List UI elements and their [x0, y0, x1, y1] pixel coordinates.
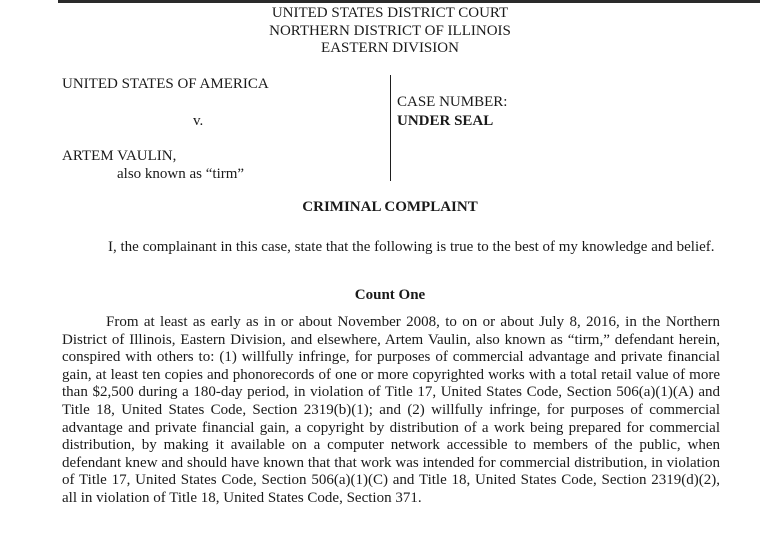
versus-label: v.	[193, 113, 204, 129]
court-name: UNITED STATES DISTRICT COURT	[271, 5, 509, 21]
court-header	[0, 5, 760, 58]
complainant-statement: I, the complainant in this case, state that the following is true to the best of my knowledge and belief.	[108, 239, 715, 255]
defendant-name: ARTEM VAULIN,	[62, 148, 177, 164]
document-title: CRIMINAL COMPLAINT	[302, 199, 478, 215]
case-number-value: UNDER SEAL	[397, 113, 494, 129]
defendant-alias: also known as “tirm”	[117, 166, 245, 182]
case-number-block	[397, 93, 507, 131]
caption-divider	[390, 75, 391, 181]
count-heading: Count One	[354, 287, 426, 303]
court-division: EASTERN DIVISION	[321, 40, 459, 56]
court-district: NORTHERN DISTRICT OF ILLINOIS	[269, 22, 511, 39]
count-one-text: From at least as early as in or about November 2008, to on or about July 8, 2016, in the Northern District of Illinois, Eastern Division, and elsewhere, Artem Vaulin, also known as “tirm,” defendant herein, conspired with others to: (1) willfully infringe, for purposes of commercial advantage and private financial gain, at least ten copies and phonorecords of one or more copyrighted works with a total retail value of more than $2,500 during a 180-day period, in violation of Title 17, United States Code, Section 506(a)(1)(A) and Title 18, United States Code, Section 2319(b)(1); and (2) willfully infringe, for purposes of commercial advantage and private financial gain, a copyright by distribution of a work being prepared for commercial distribution, by making it available on a computer network accessible to members of the public, when defendant knew and should have known that that work was intended for commercial distribution, in violation of Title 17, United States Code, Section 506(a)(1)(C) and Title 18, United States Code, Section 2319(d)(2), all in violation of Title 18, United States Code, Section 371.	[62, 314, 720, 506]
plaintiff-name: UNITED STATES OF AMERICA	[62, 76, 269, 92]
case-number-label: CASE NUMBER:	[397, 94, 508, 110]
header-rule	[58, 0, 760, 3]
